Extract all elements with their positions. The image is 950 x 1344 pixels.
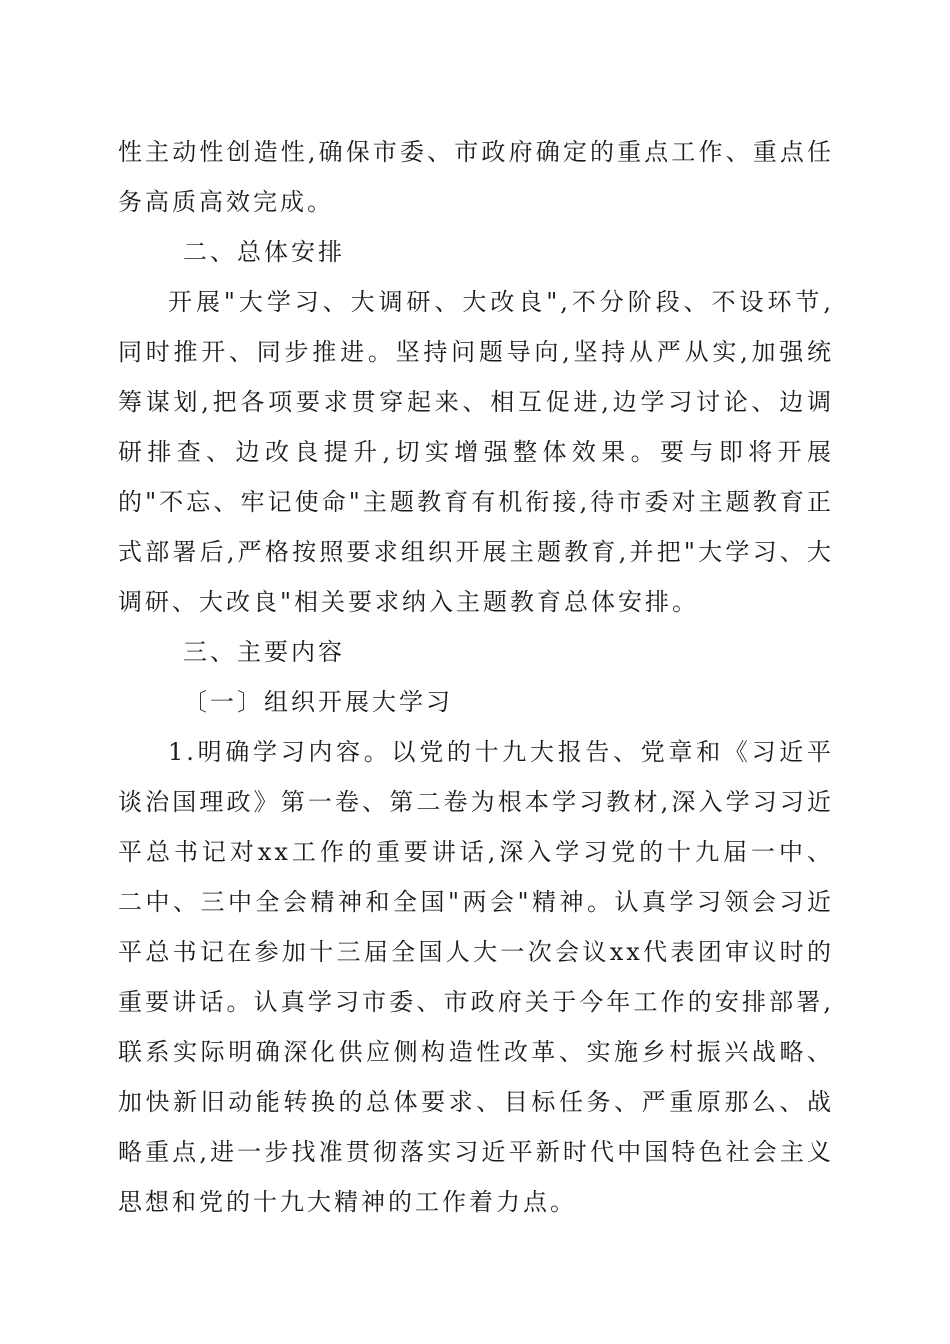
paragraph-overall-arrangement: 开展"大学习、大调研、大改良",不分阶段、不设环节,同时推开、同步推进。坚持问题导向,坚持从严从实,加强统筹谋划,把各项要求贯穿起来、相互促进,边学习讨论、边调研排查、边改良提升,切实增强整体效果。要与即将开展的"不忘、牢记使命"主题教育有机衔接,待市委对主题教育正式部署后,严格按照要求组织开展主题教育,并把"大学习、大调研、大改良"相关要求纳入主题教育总体安排。 (118, 288, 834, 616)
paragraph-study-content: 1.明确学习内容。以党的十九大报告、党章和《习近平谈治国理政》第一卷、第二卷为根本学习教材,深入学习习近平总书记对xx工作的重要讲话,深入学习党的十九届一中、二中、三中全会精神和全国"两会"精神。认真学习领会习近平总书记在参加十三届全国人大一次会议xx代表团审议时的重要讲话。认真学习市委、市政府关于今年工作的安排部署,联系实际明确深化供应侧构造性改革、实施乡村振兴战略、加快新旧动能转换的总体要求、目标任务、严重原那么、战略重点,进一步找准贯彻落实习近平新时代中国特色社会主义思想和党的十九大精神的工作着力点。 (118, 738, 834, 1216)
paragraph-continuation: 性主动性创造性,确保市委、市政府确定的重点工作、重点任务高质高效完成。 (118, 138, 834, 216)
section-heading-overall-arrangement: 二、总体安排 (183, 238, 345, 266)
section-heading-main-content: 三、主要内容 (183, 638, 345, 666)
document-body (118, 127, 834, 1227)
subsection-heading-study: 〔一〕组织开展大学习 (183, 688, 453, 716)
